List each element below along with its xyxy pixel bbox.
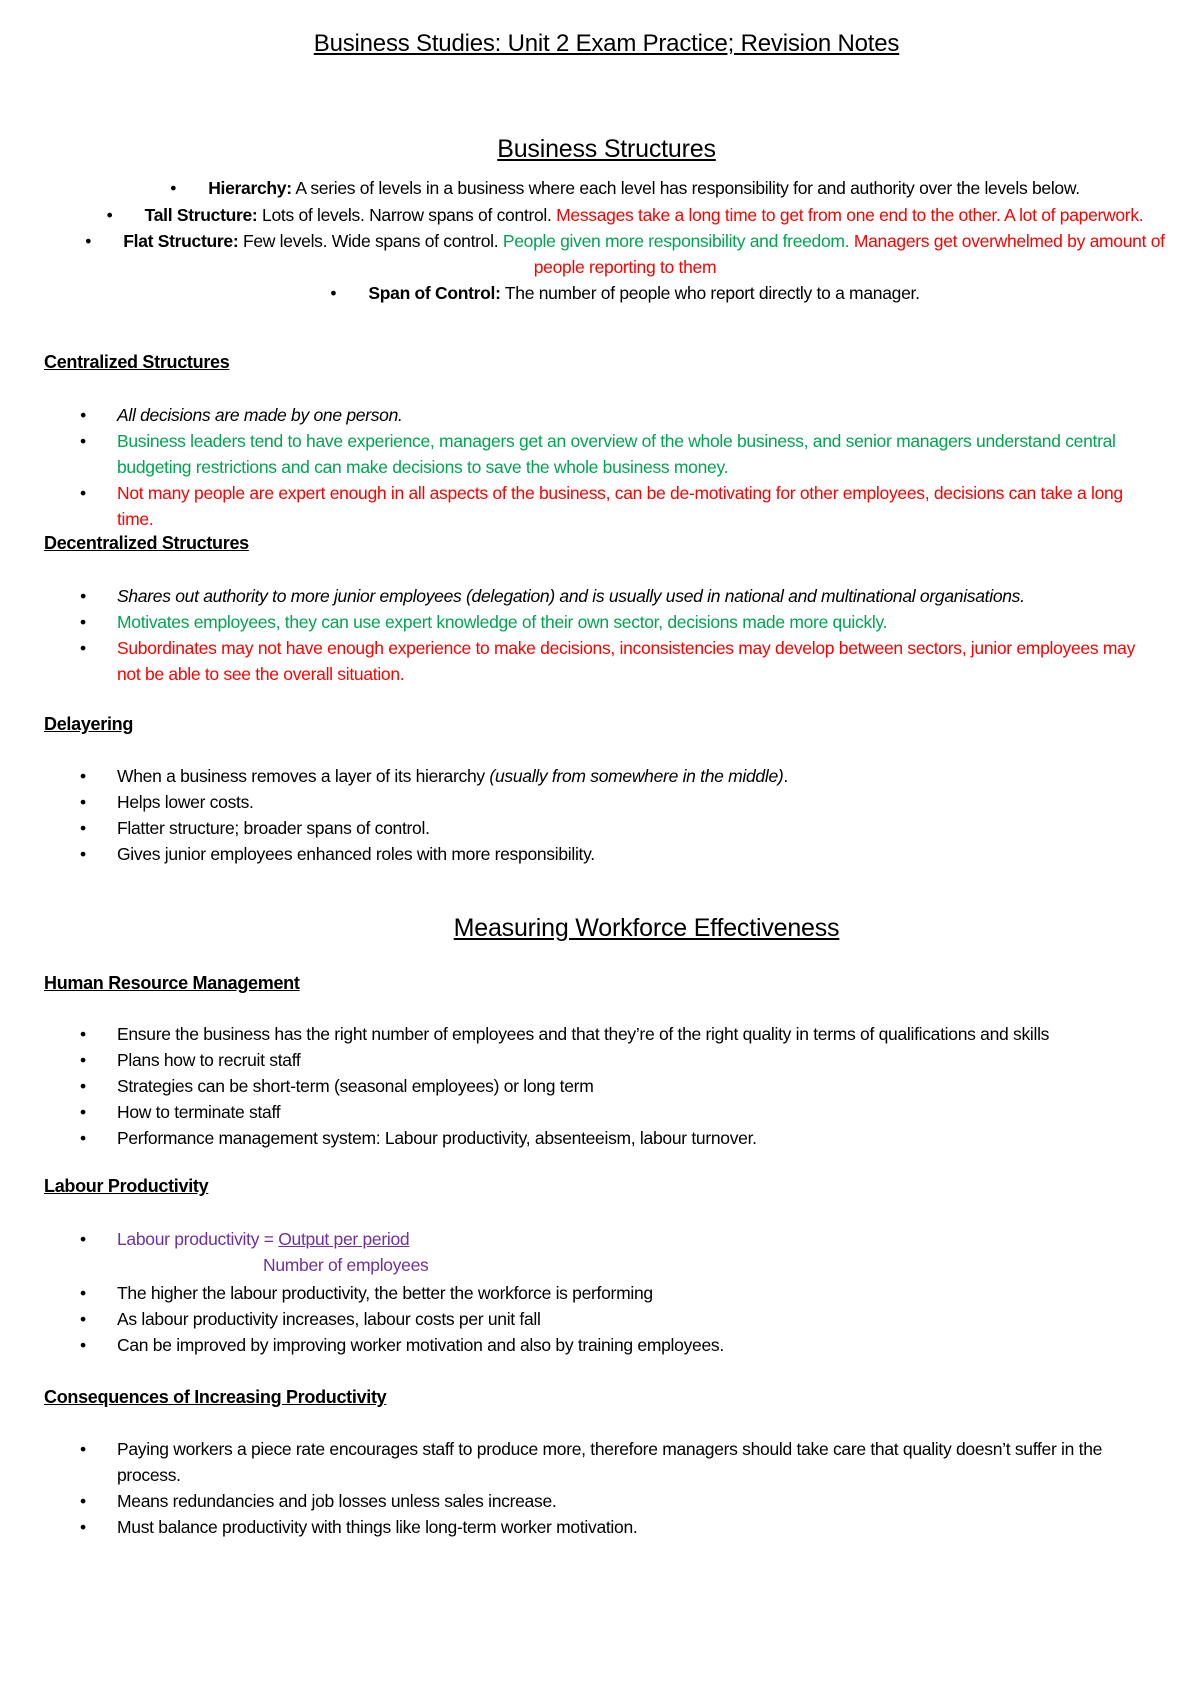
decentralized-list	[0, 583, 1160, 687]
flat-structure-definition	[85, 228, 1165, 280]
list-item: • Not many people are expert enough in all aspects of the business, can be de-motivating for other employees, decisions can take a long time.	[0, 480, 1160, 532]
list-item: • All decisions are made by one person.	[0, 402, 1160, 428]
list-item: • Motivates employees, they can use expert knowledge of their own sector, decisions made more quickly.	[0, 609, 1160, 635]
delayering-heading: Delayering	[44, 714, 134, 734]
labour-formula	[0, 1226, 1160, 1252]
delayering-item-text: When a business removes a layer of its hierarchy	[117, 766, 490, 786]
tall-structure-term: Tall Structure:	[144, 205, 258, 225]
bullet-icon: •	[85, 231, 92, 251]
list-item: • Shares out authority to more junior employees (delegation) and is usually used in national and multinational organisations.	[0, 583, 1160, 609]
delayering-list	[0, 763, 1160, 867]
delayering-item-italic: (usually from somewhere in the middle)	[489, 766, 784, 786]
hierarchy-definition	[85, 175, 1165, 201]
labour-formula-list	[0, 1226, 1160, 1252]
formula-denominator: Number of employees	[263, 1255, 429, 1275]
tall-structure-disadvantage: Messages take a long time to get from one end to the other. A lot of paperwork.	[556, 205, 1144, 225]
decentralized-heading: Decentralized Structures	[44, 533, 249, 553]
hrm-heading: Human Resource Management	[44, 973, 300, 993]
formula-numerator: Output per period	[278, 1229, 410, 1249]
list-item: • As labour productivity increases, labour costs per unit fall	[0, 1306, 1160, 1332]
business-structures-heading: Business Structures	[497, 135, 716, 163]
flat-structure-disadvantage-cont: people reporting to them	[533, 257, 717, 277]
flat-structure-term: Flat Structure:	[123, 231, 239, 251]
list-item: • How to terminate staff	[0, 1099, 1160, 1125]
list-item: • Can be improved by improving worker motivation and also by training employees.	[0, 1332, 1160, 1358]
hierarchy-term: Hierarchy:	[208, 178, 292, 198]
list-item	[0, 763, 1160, 789]
list-item: • Must balance productivity with things like long-term worker motivation.	[0, 1514, 1160, 1540]
list-item: • Strategies can be short-term (seasonal employees) or long term	[0, 1073, 1160, 1099]
bullet-icon: •	[170, 178, 177, 198]
list-item: • Paying workers a piece rate encourages staff to produce more, therefore managers should take care that quality doesn’t suffer in the process.	[0, 1436, 1160, 1488]
tall-structure-definition	[85, 202, 1165, 228]
list-item: • The higher the labour productivity, the better the workforce is performing	[0, 1280, 1160, 1306]
list-item: • Means redundancies and job losses unless sales increase.	[0, 1488, 1160, 1514]
bullet-icon: •	[330, 283, 337, 303]
list-item: • Business leaders tend to have experience, managers get an overview of the whole business, and senior managers understand central budgeting restrictions and can make decisions to save the whole business money.	[0, 428, 1160, 480]
list-item: • Helps lower costs.	[0, 789, 1160, 815]
list-item: • Gives junior employees enhanced roles with more responsibility.	[0, 841, 1160, 867]
tall-structure-text: Lots of levels. Narrow spans of control.	[257, 205, 557, 225]
span-of-control-definition	[85, 280, 1165, 306]
document-title: Business Studies: Unit 2 Exam Practice; Revision Notes	[313, 30, 900, 57]
consequences-heading: Consequences of Increasing Productivity	[44, 1387, 387, 1407]
flat-structure-advantage: People given more responsibility and freedom.	[502, 231, 854, 251]
labour-productivity-heading: Labour Productivity	[44, 1176, 209, 1196]
workforce-heading: Measuring Workforce Effectiveness	[453, 914, 840, 942]
flat-structure-text: Few levels. Wide spans of control.	[238, 231, 503, 251]
list-item: • Plans how to recruit staff	[0, 1047, 1160, 1073]
span-of-control-term: Span of Control:	[368, 283, 501, 303]
span-of-control-text: The number of people who report directly to a manager.	[500, 283, 920, 303]
centralized-list	[0, 402, 1160, 532]
list-item: • Ensure the business has the right number of employees and that they’re of the right quality in terms of qualifications and skills	[0, 1021, 1160, 1047]
centralized-heading: Centralized Structures	[44, 352, 230, 372]
flat-structure-disadvantage: Managers get overwhelmed by amount of	[853, 231, 1165, 251]
hrm-list	[0, 1021, 1160, 1151]
delayering-item-end: .	[783, 766, 788, 786]
labour-productivity-list	[0, 1280, 1160, 1358]
formula-label: Labour productivity =	[117, 1229, 279, 1249]
bullet-icon: •	[106, 205, 113, 225]
consequences-list	[0, 1436, 1160, 1540]
list-item: • Flatter structure; broader spans of control.	[0, 815, 1160, 841]
list-item: • Subordinates may not have enough experience to make decisions, inconsistencies may develop between sectors, junior employees may not be able to see the overall situation.	[0, 635, 1160, 687]
list-item: • Performance management system: Labour productivity, absenteeism, labour turnover.	[0, 1125, 1160, 1151]
hierarchy-text: A series of levels in a business where each level has responsibility for and authority over the levels below.	[291, 178, 1080, 198]
